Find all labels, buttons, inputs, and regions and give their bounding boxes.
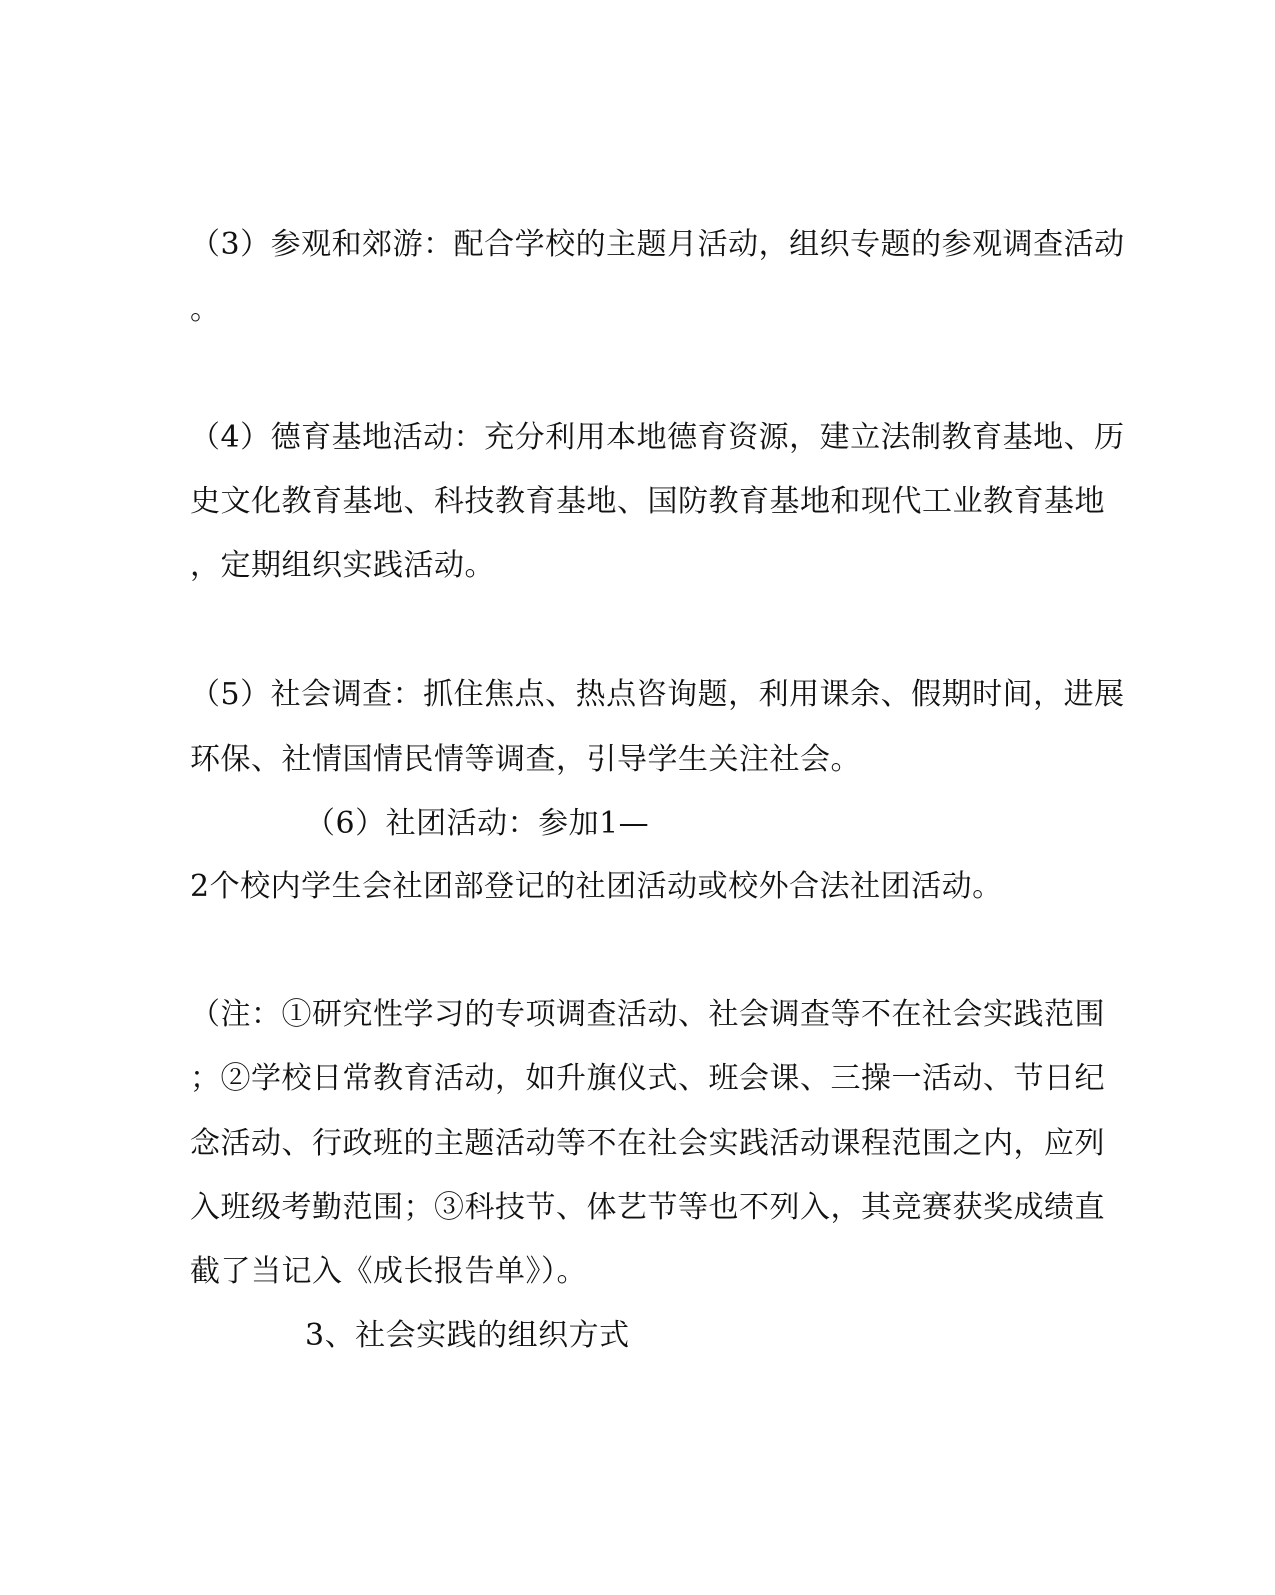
paragraph-3-line-1: （3）参观和郊游：配合学校的主题月活动，组织专题的参观调查活动 [190,227,1125,262]
paragraph-5-line-1: （5）社会调查：抓住焦点、热点咨询题，利用课余、假期时间，进展 [190,677,1125,712]
note-line-1: （注：①研究性学习的专项调查活动、社会调查等不在社会实践范围 [190,997,1105,1032]
note-line-4: 入班级考勤范围；③科技节、体艺节等也不列入，其竞赛获奖成绩直 [190,1190,1105,1225]
paragraph-5-line-2: 环保、社情国情民情等调查，引导学生关注社会。 [190,742,861,777]
note-line-2: ；②学校日常教育活动，如升旗仪式、班会课、三操一活动、节日纪 [190,1061,1105,1096]
paragraph-4-line-1: （4）德育基地活动：充分利用本地德育资源，建立法制教育基地、历 [190,420,1125,455]
note-line-3: 念活动、行政班的主题活动等不在社会实践活动课程范围之内，应列 [190,1126,1105,1161]
paragraph-4-line-2: 史文化教育基地、科技教育基地、国防教育基地和现代工业教育基地 [190,484,1105,519]
note-line-5: 截了当记入《成长报告单》）。 [190,1254,587,1289]
paragraph-6-line-1: （6）社团活动：参加1— [305,806,650,841]
paragraph-3-line-2: 。 [190,292,221,327]
section-heading: 3、社会实践的组织方式 [305,1318,630,1353]
paragraph-4-line-3: ，定期组织实践活动。 [190,548,495,583]
paragraph-6-line-2: 2个校内学生会社团部登记的社团活动或校外合法社团活动。 [190,869,1003,904]
